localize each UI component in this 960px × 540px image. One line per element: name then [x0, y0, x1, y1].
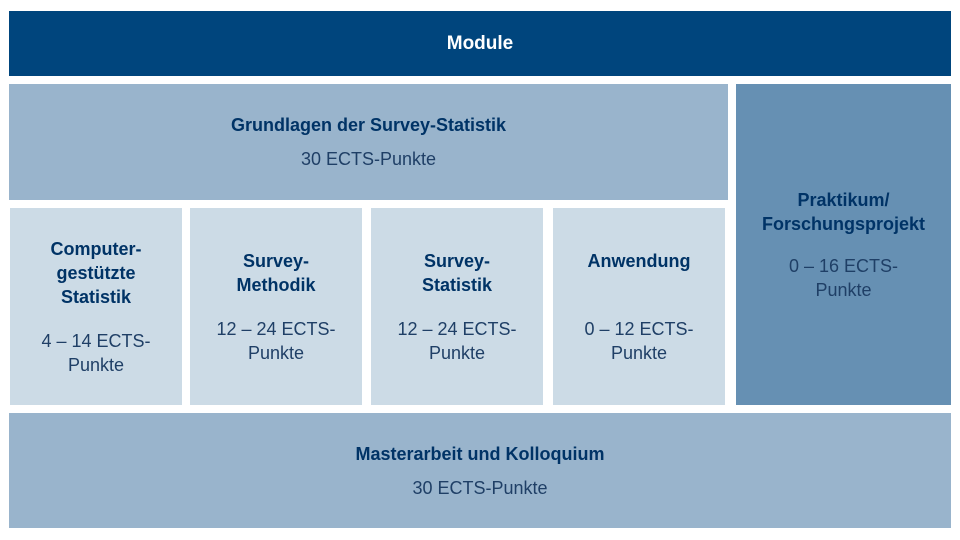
- grundlagen-title: Grundlagen der Survey-Statistik: [230, 115, 507, 135]
- header-title: Module: [446, 32, 514, 54]
- praktikum-ects: 0 – 16 ECTS- Punkte: [788, 255, 899, 300]
- module-title: Survey- Statistik: [421, 250, 493, 295]
- module-ects: 0 – 12 ECTS- Punkte: [584, 318, 694, 363]
- module-computer-statistik: [10, 208, 182, 405]
- module-survey-statistik: [371, 208, 543, 405]
- master-title: Masterarbeit und Kolloquium: [355, 443, 605, 464]
- module-survey-methodik: [190, 208, 362, 405]
- module-ects: 12 – 24 ECTS- Punkte: [397, 318, 517, 363]
- master-ects: 30 ECTS-Punkte: [412, 477, 548, 498]
- modules-header: [9, 11, 951, 76]
- module-ects: 12 – 24 ECTS- Punkte: [216, 318, 336, 363]
- praktikum-box: [736, 84, 951, 405]
- praktikum-title: Praktikum/ Forschungsprojekt: [761, 189, 926, 234]
- master-box: [9, 413, 951, 528]
- grundlagen-box: [9, 84, 728, 200]
- grundlagen-ects: 30 ECTS-Punkte: [300, 149, 437, 169]
- module-title: Computer- gestützte Statistik: [50, 238, 142, 307]
- module-title: Anwendung: [587, 250, 691, 271]
- module-anwendung: [553, 208, 725, 405]
- module-ects: 4 – 14 ECTS- Punkte: [41, 330, 151, 375]
- module-title: Survey- Methodik: [236, 250, 316, 295]
